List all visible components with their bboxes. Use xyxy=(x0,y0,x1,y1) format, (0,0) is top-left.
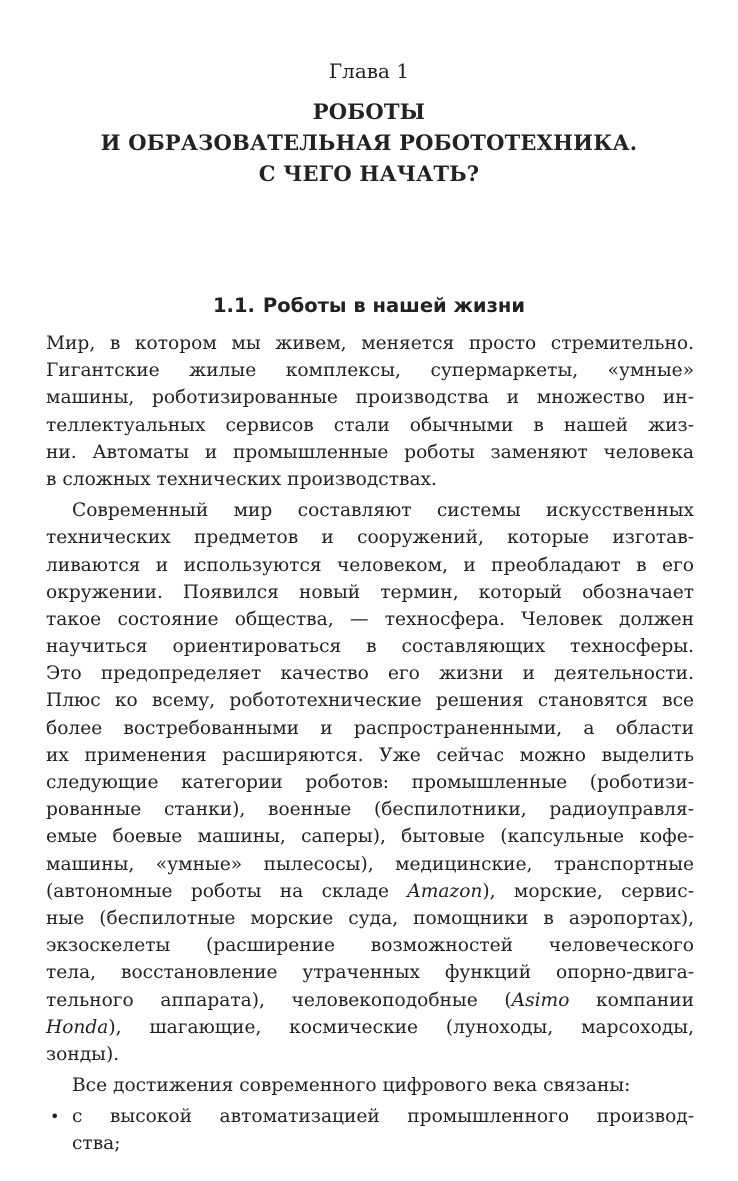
text-line: с высокой автоматизацией промышленного производ- xyxy=(72,1106,694,1128)
text-line: следующие категории роботов: промышленные (роботизи- xyxy=(46,772,694,793)
text-line: тельного аппарата), человекоподобные (Asimo компании xyxy=(46,989,694,1011)
text-line: Honda), шагающие, космические (луноходы, марсоходы, xyxy=(46,1016,694,1038)
text-line: машины, «умные» пылесосы), медицинские, транспортные xyxy=(46,853,694,875)
section-title: Роботы в нашей жизни xyxy=(262,294,526,317)
bullet-icon: • xyxy=(50,1107,60,1127)
text-line: более востребованными и распространенными, а области xyxy=(46,717,694,739)
chapter-title xyxy=(0,96,738,189)
italic-term: Amazon xyxy=(407,880,483,902)
text-line: Современный мир составляют системы искусственных xyxy=(72,500,694,522)
text-line: научиться ориентироваться в составляющих техносферы. xyxy=(46,636,694,658)
text-line: рованные станки), военные (беспилотники, радиоуправля- xyxy=(46,799,694,821)
body-text xyxy=(46,330,694,1158)
bullet-list xyxy=(46,1103,694,1157)
chapter-title-line: РОБОТЫ xyxy=(312,99,426,124)
paragraph xyxy=(46,330,694,493)
text-line: в сложных технических производствах. xyxy=(46,468,437,490)
text-line: ства; xyxy=(72,1133,121,1155)
chapter-title-line: С ЧЕГО НАЧАТЬ? xyxy=(258,161,480,186)
text-line: ни. Автоматы и промышленные роботы заменяют человека xyxy=(46,441,694,463)
text-line: Это предопределяет качество его жизни и деятельности. xyxy=(46,663,694,685)
text-line: тела, восстановление утраченных функций опорно-двига- xyxy=(46,962,694,984)
italic-term: Honda xyxy=(46,1016,109,1038)
text-line: зонды). xyxy=(46,1043,120,1065)
text-line: такое состояние общества, — техносфера. Человек должен xyxy=(46,608,694,630)
section-heading xyxy=(0,292,738,320)
text-line: экзоскелеты (расширение возможностей человеческого xyxy=(46,935,694,957)
text-line: их применения расширяются. Уже сейчас можно выделить xyxy=(46,744,694,766)
paragraph xyxy=(46,497,694,1068)
chapter-title-line: И ОБРАЗОВАТЕЛЬНАЯ РОБОТОТЕХНИКА. xyxy=(100,130,638,155)
text-line: Гигантские жилые комплексы, супермаркеты, «умные» xyxy=(46,360,694,382)
chapter-label: Глава 1 xyxy=(328,59,410,83)
paragraph xyxy=(46,1072,694,1099)
text-line: машины, роботизированные производства и множество ин- xyxy=(46,387,694,409)
text-line: Плюс ко всему, робототехнические решения становятся все xyxy=(46,690,694,712)
text-line: емые боевые машины, саперы), бытовые (капсульные кофе- xyxy=(46,826,694,848)
paragraphs xyxy=(46,330,694,1099)
text-line: Все достижения современного цифрового века связаны: xyxy=(72,1075,631,1097)
text-line: теллектуальных сервисов стали обычными в нашей жиз- xyxy=(46,414,694,436)
text-line: (автономные роботы на складе Amazon), морские, сервис- xyxy=(46,880,695,902)
text-line: ные (беспилотные морские суда, помощники в аэропортах), xyxy=(46,907,694,929)
italic-term: Asimo xyxy=(511,989,570,1011)
text-line: Мир, в котором мы живем, меняется просто стремительно. xyxy=(46,333,694,354)
text-line: технических предметов и сооружений, которые изготав- xyxy=(46,527,694,549)
text-line: окружении. Появился новый термин, который обозначает xyxy=(46,581,694,603)
bullet-item xyxy=(46,1103,694,1157)
text-line: ливаются и используются человеком, и преобладают в его xyxy=(46,554,694,576)
section-number: 1.1. xyxy=(212,294,255,317)
